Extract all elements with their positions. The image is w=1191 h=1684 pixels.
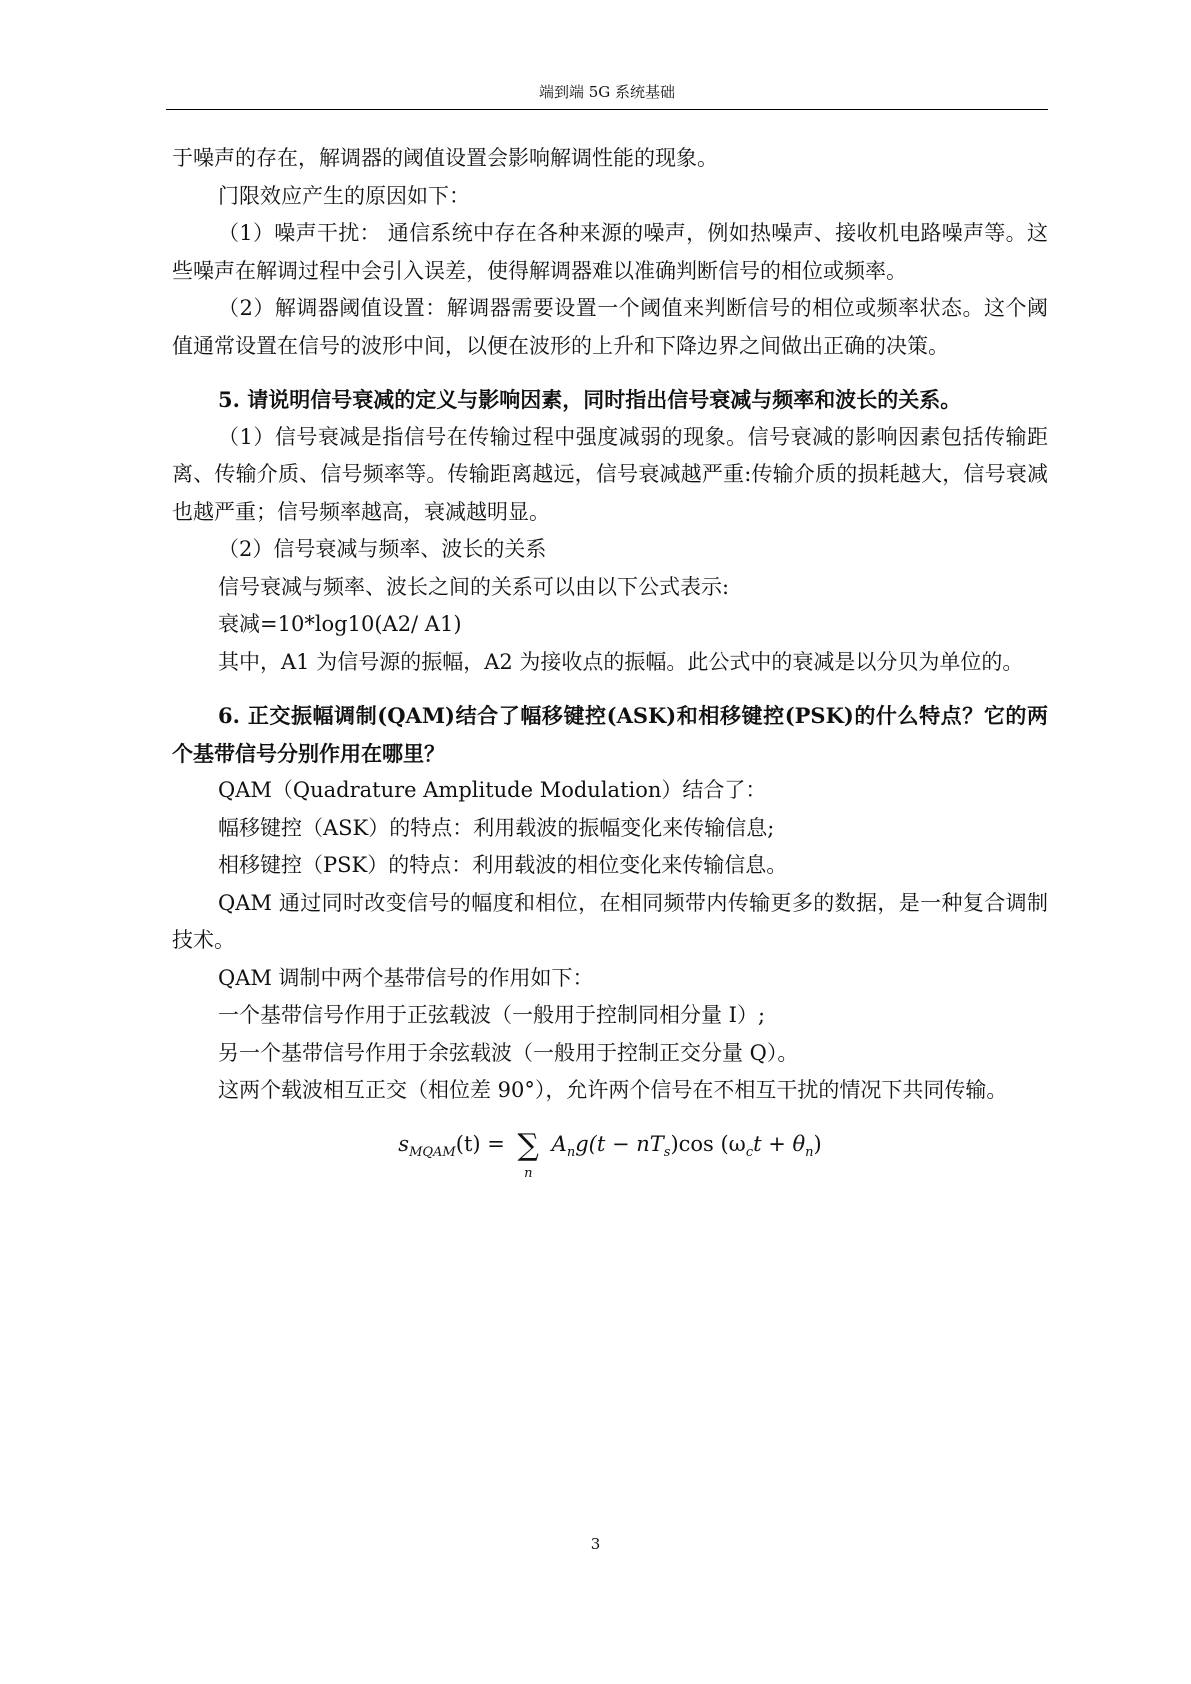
summation-index: n [524,1165,533,1181]
formula-close: ) [813,1131,822,1156]
section-6-heading: 6. 正交振幅调制(QAM)结合了幅移键控(ASK)和相移键控(PSK)的什么特点？它的两个基带信号分别作用在哪里？ [172,703,1048,766]
page-number: 3 [590,1535,601,1553]
paragraph: （2）信号衰减与频率、波长的关系 [218,537,547,561]
paragraph: 于噪声的存在，解调器的阈值设置会影响解调性能的现象。 [172,146,718,170]
paragraph: （1）噪声干扰： 通信系统中存在各种来源的噪声，例如热噪声、接收机电路噪声等。这些噪声在解调过程中会引入误差，使得解调器难以准确判断信号的相位或频率。 [172,221,1048,283]
formula-term-a: A [551,1131,567,1156]
formula-wc-subscript: c [745,1144,754,1160]
paragraph: 其中，A1 为信号源的振幅，A2 为接收点的振幅。此公式中的衰减是以分贝为单位的。 [218,649,1024,674]
formula-lhs: s [398,1131,410,1156]
formula-lhs-arg: (t) = [455,1131,505,1156]
formula-lhs-subscript: MQAM [409,1144,456,1160]
paragraph: 另一个基带信号作用于余弦载波（一般用于控制正交分量 Q）。 [218,1040,799,1065]
formula-line: 衰减=10*log10(A2/ A1) [218,612,462,636]
summation [517,1122,539,1181]
paragraph: QAM 通过同时改变信号的幅度和相位，在相同频带内传输更多的数据，是一种复合调制技术。 [172,890,1048,952]
summation-symbol: ∑ [517,1127,539,1163]
formula-term-a-subscript: n [566,1144,576,1160]
paragraph: （2）解调器阈值设置：解调器需要设置一个阈值来判断信号的相位或频率状态。这个阈值通常设置在信号的波形中间，以便在波形的上升和下降边界之间做出正确的决策。 [172,296,1048,358]
paragraph: 一个基带信号作用于正弦载波（一般用于控制同相分量 I）; [218,1003,766,1027]
paragraph: （1）信号衰减是指信号在传输过程中强度减弱的现象。信号衰减的影响因素包括传输距离、传输介质、信号频率等。传输距离越远，信号衰减越严重:传输介质的损耗越大，信号衰减也越严重；信号频率越高，衰减越明显。 [172,424,1048,524]
formula-theta-subscript: n [805,1144,814,1160]
paragraph: 相移键控（PSK）的特点：利用载波的相位变化来传输信息。 [218,853,788,877]
paragraph: 信号衰减与频率、波长之间的关系可以由以下公式表示: [218,574,730,599]
paragraph: 幅移键控（ASK）的特点：利用载波的振幅变化来传输信息; [218,815,775,840]
formula-term-theta: t + θ [753,1131,806,1156]
section-5-heading: 5. 请说明信号衰减的定义与影响因素，同时指出信号衰减与频率和波长的关系。 [218,387,962,412]
paragraph: QAM 调制中两个基带信号的作用如下： [218,965,594,990]
paragraph: 门限效应产生的原因如下： [218,183,470,208]
formula-term-g: g(t − nT [575,1131,664,1156]
header-rule [166,109,1048,110]
paragraph: QAM（Quadrature Amplitude Modulation）结合了： [218,778,767,802]
formula-ts-subscript: s [663,1144,671,1160]
running-header: 端到端 5G 系统基础 [538,83,676,101]
page-body [172,140,1048,1181]
formula-term-cos: )cos (ω [670,1131,746,1156]
paragraph: 这两个载波相互正交（相位差 90°），允许两个信号在不相互干扰的情况下共同传输。 [218,1078,1008,1102]
mqam-formula [172,1122,1048,1181]
